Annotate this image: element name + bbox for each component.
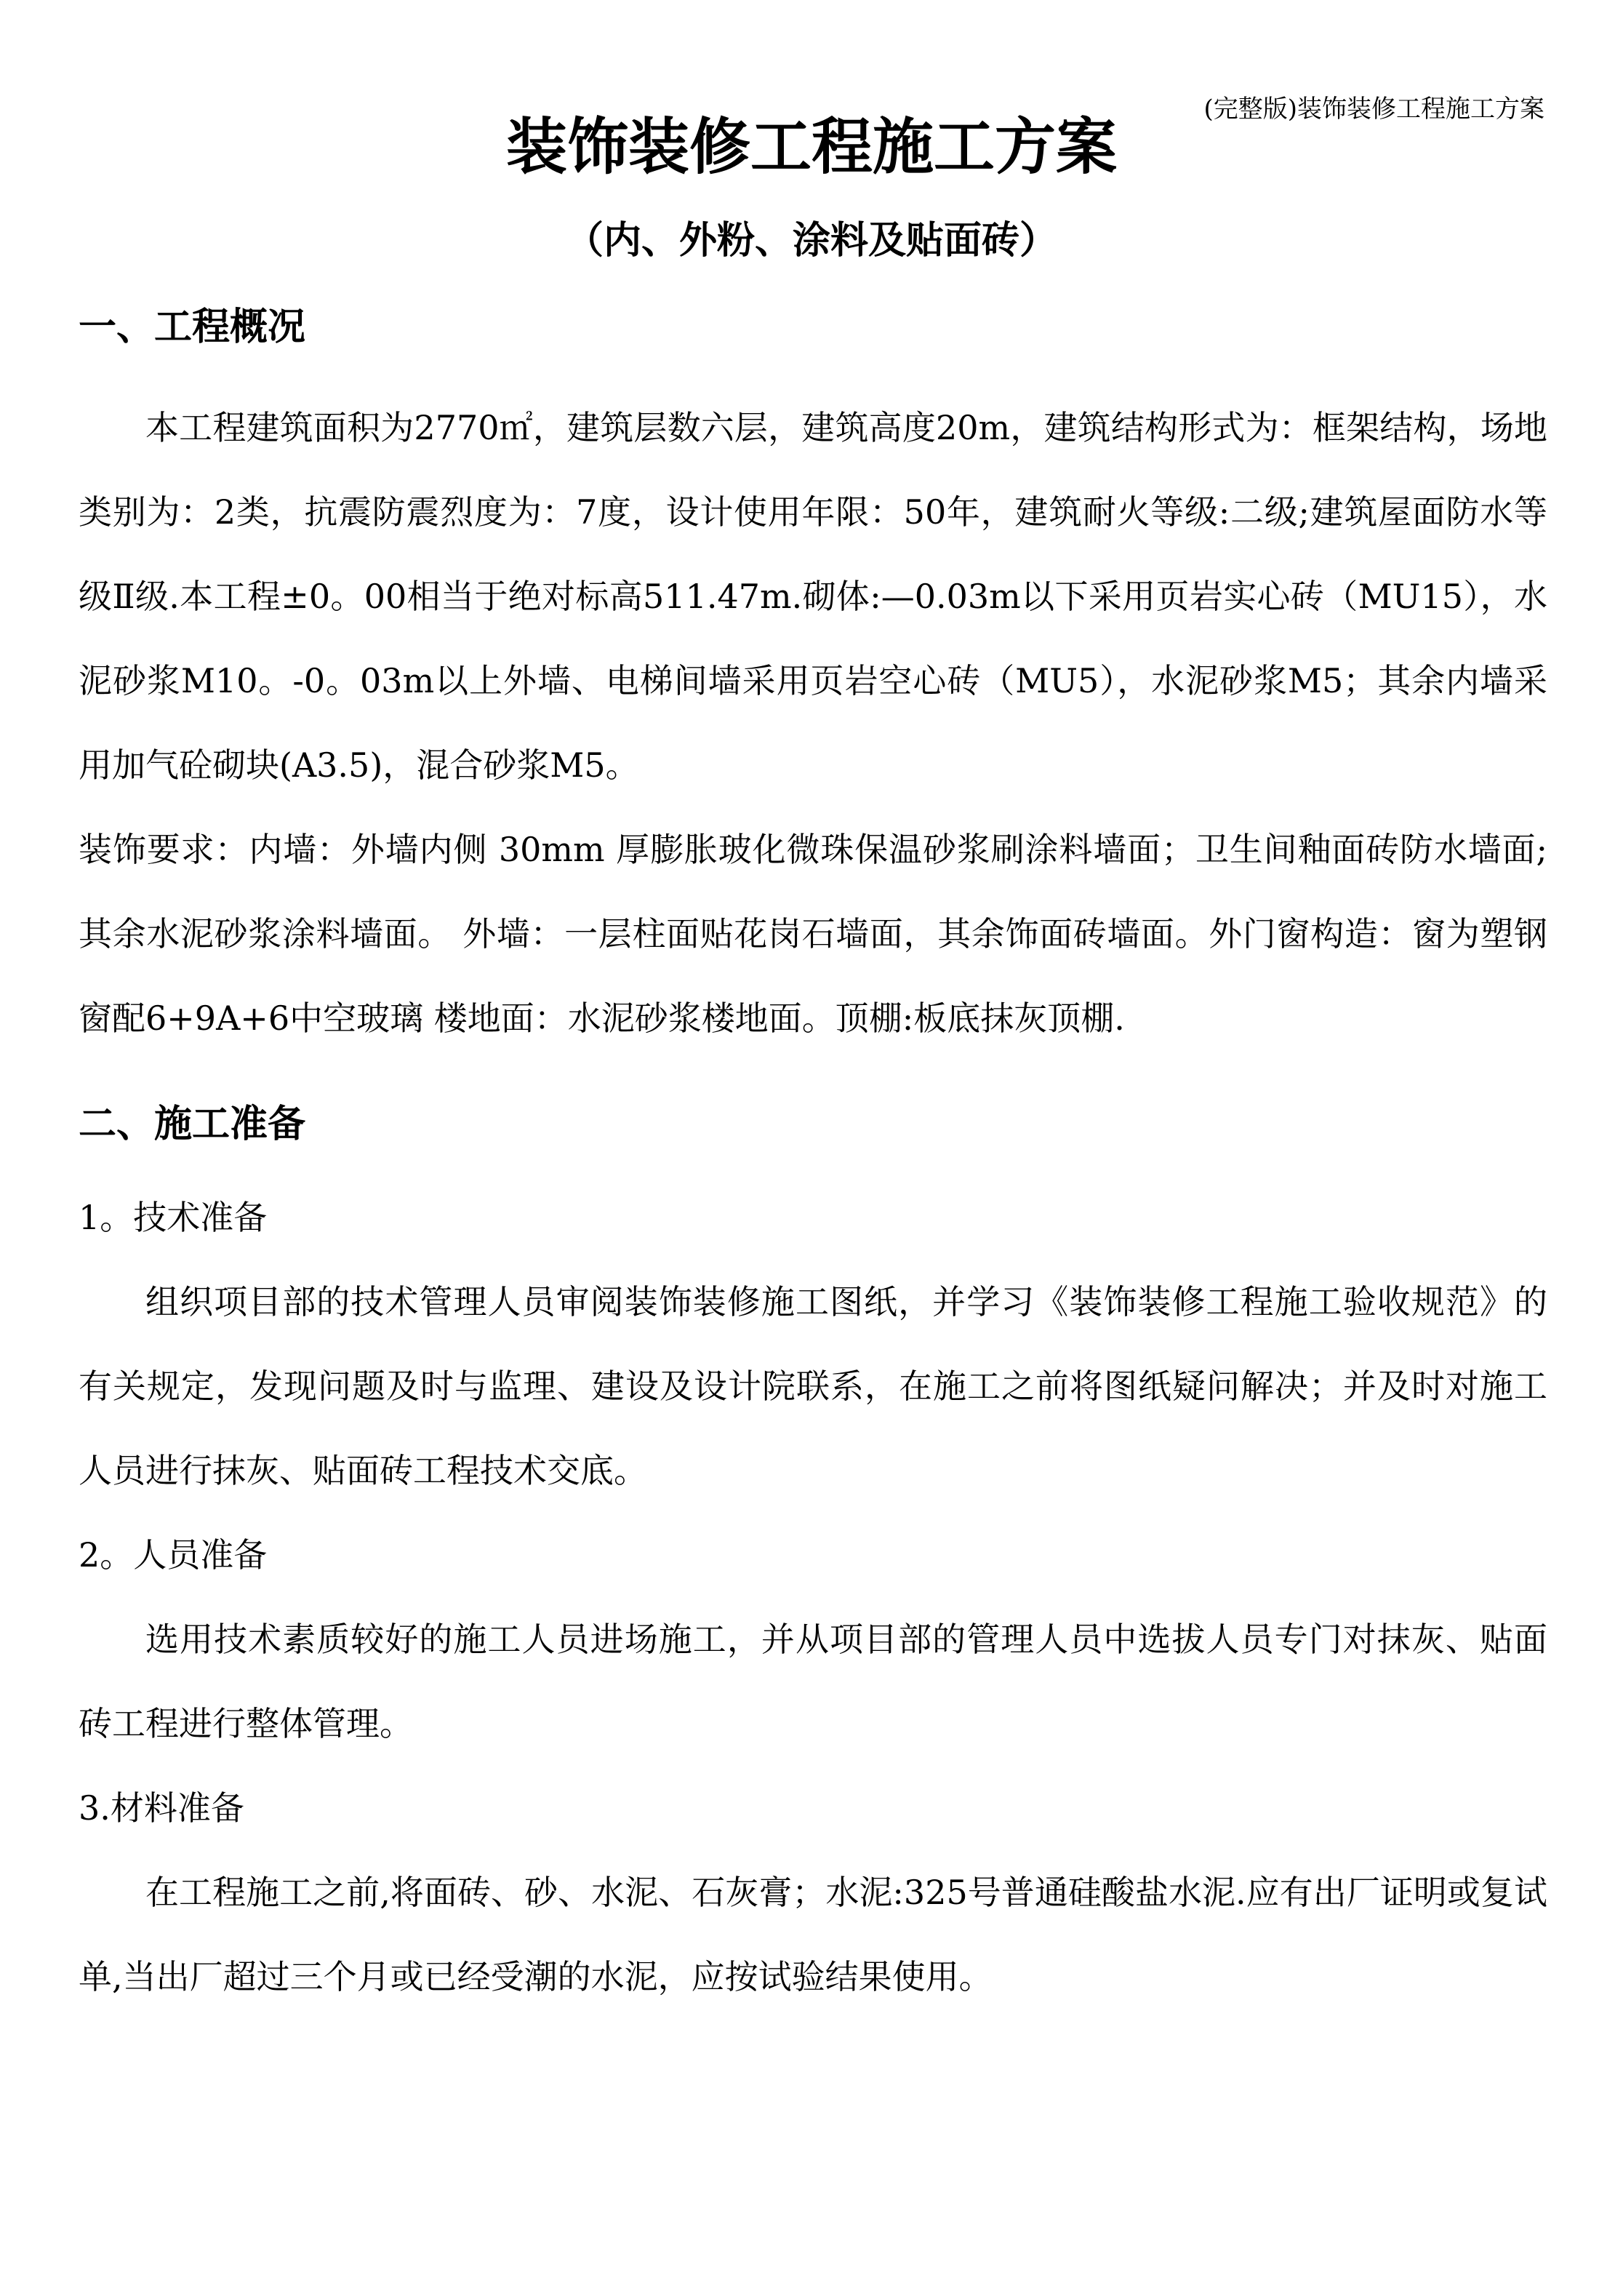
personnel-preparation-paragraph: 选用技术素质较好的施工人员进场施工，并从项目部的管理人员中选拔人员专门对抹灰、贴面砖工程进行整体管理。 [79,1620,1547,1743]
decoration-requirements-paragraph: 装饰要求：内墙：外墙内侧 30mm 厚膨胀玻化微珠保温砂浆刷涂料墙面；卫生间釉面砖防水墙面;其余水泥砂浆涂料墙面。 外墙：一层柱面贴花岗石墙面，其余饰面砖墙面。外门窗构造：窗为塑钢窗配6+9A+6中空玻璃 楼地面：水泥砂浆楼地面。顶棚:板底抹灰顶棚. [79,830,1547,1038]
section-heading-preparation: 二、施工准备 [79,1102,306,1146]
material-preparation-paragraph: 在工程施工之前,将面砖、砂、水泥、石灰膏；水泥:325号普通硅酸盐水泥.应有出厂证明或复试单,当出厂超过三个月或已经受潮的水泥，应按试验结果使用。 [79,1873,1547,1996]
subheading-technical-preparation: 1。技术准备 [79,1198,268,1237]
subheading-material-preparation: 3.材料准备 [79,1788,244,1828]
document-subtitle: （内、外粉、涂料及贴面砖） [565,218,1057,263]
document-title: 装饰装修工程施工方案 [505,111,1117,183]
document-body [79,298,1547,2019]
technical-preparation-paragraph: 组织项目部的技术管理人员审阅装饰装修施工图纸，并学习《装饰装修工程施工验收规范》的有关规定，发现问题及时与监理、建设及设计院联系，在施工之前将图纸疑问解决；并及时对施工人员进行抹灰、贴面砖工程技术交底。 [79,1282,1547,1490]
subheading-personnel-preparation: 2。人员准备 [79,1535,268,1575]
overview-paragraph: 本工程建筑面积为2770㎡，建筑层数六层，建筑高度20m，建筑结构形式为：框架结构，场地类别为：2类，抗震防震烈度为：7度，设计使用年限：50年，建筑耐火等级:二级;建筑屋面防水等级Ⅱ级.本工程±0。00相当于绝对标高511.47m.砌体:—0.03m以下采用页岩实心砖（MU15），水泥砂浆M10。-0。03m以上外墙、电梯间墙采用页岩空心砖（MU5），水泥砂浆M5；其余内墙采用加气砼砌块(A3.5)，混合砂浆M5。 [79,408,1547,785]
running-header: (完整版)装饰装修工程施工方案 [1203,95,1544,124]
section-heading-overview: 一、工程概况 [79,305,306,349]
